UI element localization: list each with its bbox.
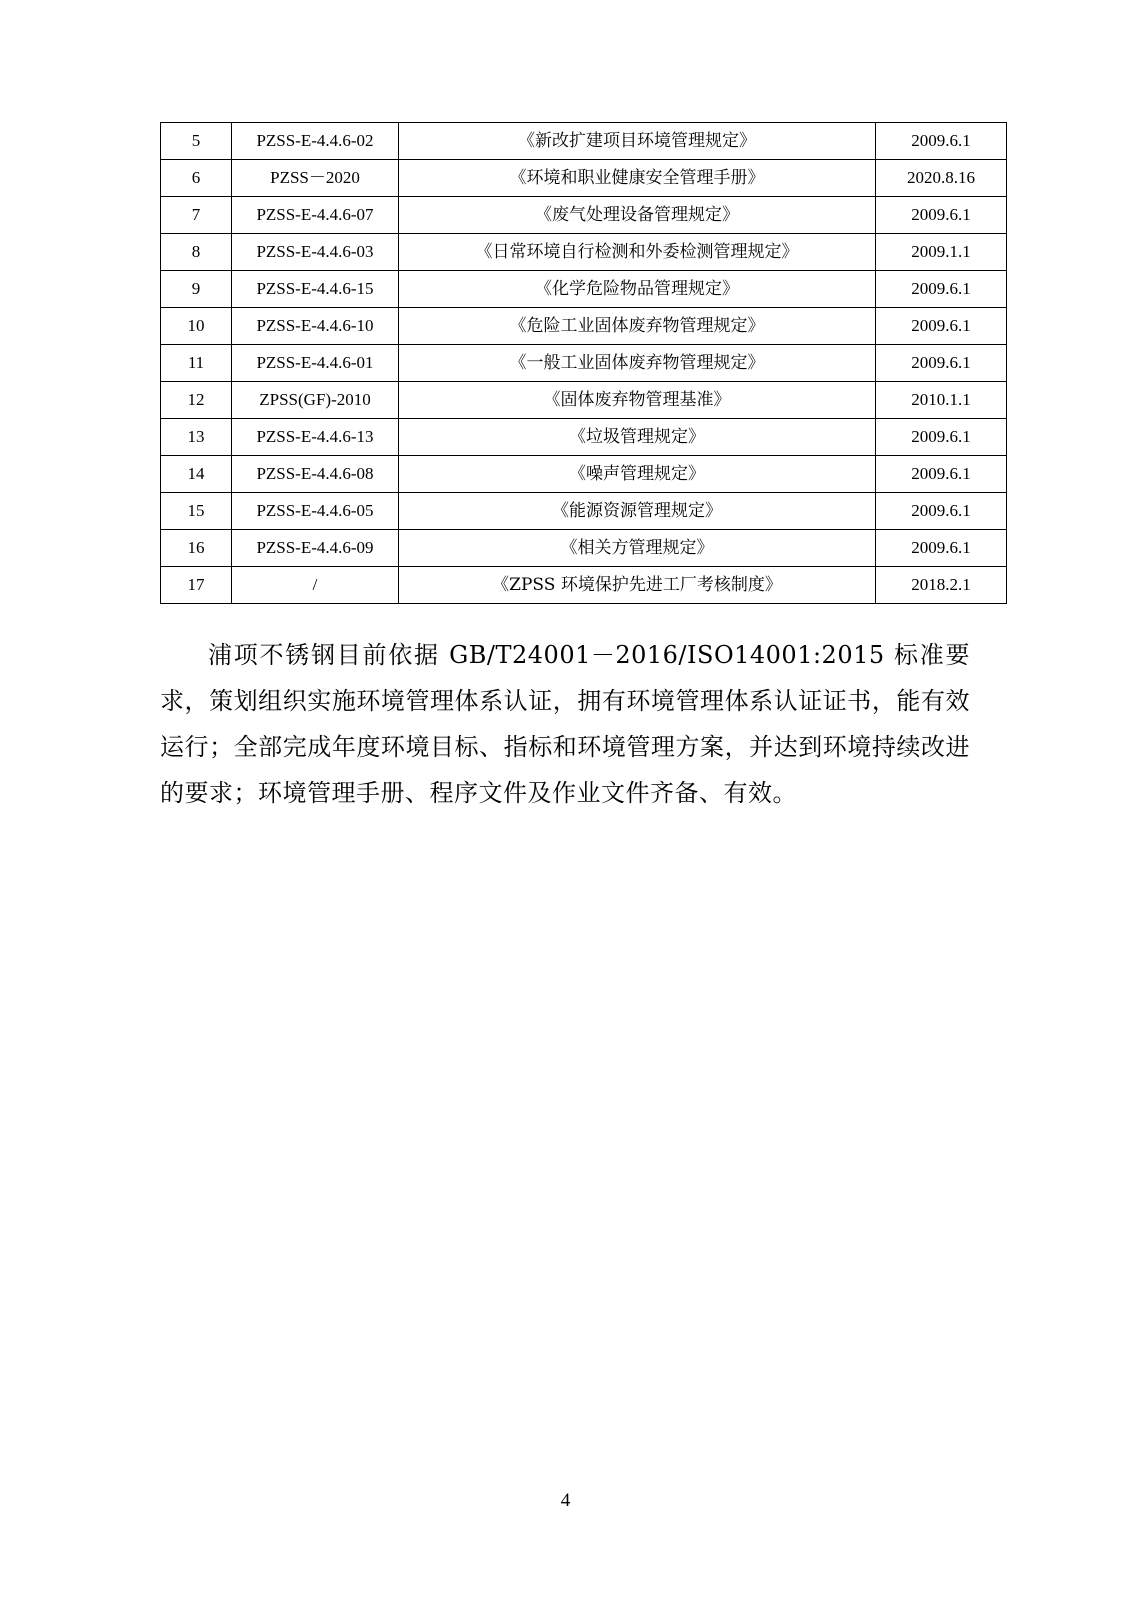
table-row (161, 271, 1007, 308)
row-number: 5 (161, 123, 232, 160)
row-code: PZSS-E-4.4.6-09 (232, 530, 399, 567)
body-paragraph: 浦项不锈钢目前依据 GB/T24001－2016/ISO14001:2015 标准要求，策划组织实施环境管理体系认证，拥有环境管理体系认证证书，能有效运行；全部完成年度环境目标、指标和环境管理方案，并达到环境持续改进的要求；环境管理手册、程序文件及作业文件齐备、有效。 (160, 641, 970, 807)
row-code: PZSS-E-4.4.6-07 (232, 197, 399, 234)
row-number: 12 (161, 382, 232, 419)
row-code: PZSS-E-4.4.6-15 (232, 271, 399, 308)
row-number: 17 (161, 567, 232, 604)
row-code: PZSS-E-4.4.6-03 (232, 234, 399, 271)
table-row (161, 530, 1007, 567)
row-name: 《危险工业固体废弃物管理规定》 (399, 308, 876, 345)
row-date: 2009.1.1 (876, 234, 1007, 271)
row-date: 2009.6.1 (876, 123, 1007, 160)
row-date: 2009.6.1 (876, 308, 1007, 345)
row-code: PZSS－2020 (232, 160, 399, 197)
row-date: 2020.8.16 (876, 160, 1007, 197)
row-code: / (232, 567, 399, 604)
row-name: 《新改扩建项目环境管理规定》 (399, 123, 876, 160)
row-date: 2009.6.1 (876, 493, 1007, 530)
table-row (161, 567, 1007, 604)
row-name: 《能源资源管理规定》 (399, 493, 876, 530)
row-number: 13 (161, 419, 232, 456)
row-date: 2009.6.1 (876, 197, 1007, 234)
row-code: PZSS-E-4.4.6-10 (232, 308, 399, 345)
row-name: 《噪声管理规定》 (399, 456, 876, 493)
row-name: 《化学危险物品管理规定》 (399, 271, 876, 308)
row-code: ZPSS(GF)-2010 (232, 382, 399, 419)
table-row (161, 160, 1007, 197)
row-number: 10 (161, 308, 232, 345)
page-number: 4 (560, 1490, 571, 1511)
row-number: 16 (161, 530, 232, 567)
table-row (161, 419, 1007, 456)
row-date: 2009.6.1 (876, 271, 1007, 308)
row-name: 《环境和职业健康安全管理手册》 (399, 160, 876, 197)
row-date: 2009.6.1 (876, 530, 1007, 567)
row-name: 《垃圾管理规定》 (399, 419, 876, 456)
row-number: 7 (161, 197, 232, 234)
row-number: 14 (161, 456, 232, 493)
table-row (161, 345, 1007, 382)
row-number: 15 (161, 493, 232, 530)
table-row (161, 493, 1007, 530)
row-name: 《一般工业固体废弃物管理规定》 (399, 345, 876, 382)
row-number: 6 (161, 160, 232, 197)
row-date: 2010.1.1 (876, 382, 1007, 419)
row-name: 《ZPSS 环境保护先进工厂考核制度》 (399, 567, 876, 604)
row-date: 2009.6.1 (876, 419, 1007, 456)
table-row (161, 234, 1007, 271)
table-row (161, 456, 1007, 493)
table-row (161, 197, 1007, 234)
table-row (161, 123, 1007, 160)
row-name: 《废气处理设备管理规定》 (399, 197, 876, 234)
row-number: 9 (161, 271, 232, 308)
standards-table (160, 122, 1007, 604)
row-number: 11 (161, 345, 232, 382)
row-name: 《固体废弃物管理基准》 (399, 382, 876, 419)
row-code: PZSS-E-4.4.6-02 (232, 123, 399, 160)
row-date: 2009.6.1 (876, 456, 1007, 493)
row-date: 2009.6.1 (876, 345, 1007, 382)
table-row (161, 382, 1007, 419)
row-date: 2018.2.1 (876, 567, 1007, 604)
table-body (161, 123, 1007, 604)
row-name: 《日常环境自行检测和外委检测管理规定》 (399, 234, 876, 271)
row-code: PZSS-E-4.4.6-08 (232, 456, 399, 493)
row-code: PZSS-E-4.4.6-01 (232, 345, 399, 382)
row-code: PZSS-E-4.4.6-13 (232, 419, 399, 456)
row-code: PZSS-E-4.4.6-05 (232, 493, 399, 530)
row-number: 8 (161, 234, 232, 271)
table-row (161, 308, 1007, 345)
row-name: 《相关方管理规定》 (399, 530, 876, 567)
